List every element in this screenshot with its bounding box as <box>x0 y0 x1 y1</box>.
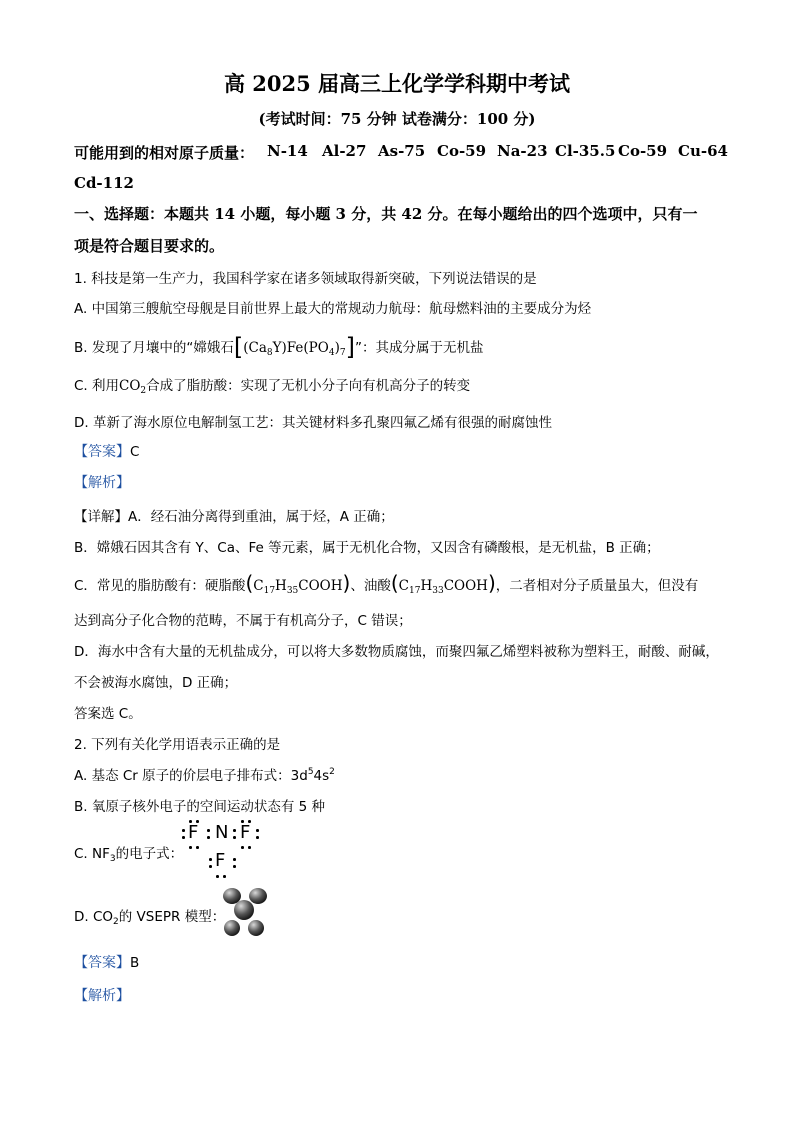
fluorine-atom: F <box>240 822 251 843</box>
mass-item: Co-59 <box>618 142 668 160</box>
lone-pair-lobe <box>249 888 267 904</box>
fluorine-atom: F <box>215 850 226 871</box>
mass-item: As-75 <box>378 142 426 160</box>
mass-item: Na-23 <box>497 142 548 160</box>
vsepr-model-image <box>218 886 274 942</box>
q2-option-c: C. $NF_3$的电子式： <box>74 846 184 864</box>
q1-option-a: A. 中国第三艘航空母舰是目前世界上最大的常规动力航母：航母燃料油的主要成分为烃 <box>74 301 592 317</box>
q1-option-c: C. 利用$CO_2$合成了脂肪酸：实现了无机小分子向有机高分子的转变 <box>74 378 471 396</box>
exam-info: (考试时间：75 分钟 试卷满分：100 分) <box>258 110 536 128</box>
bonded-atom <box>224 920 240 936</box>
q1-detail-c-cont: 达到高分子化合物的范畴，不属于有机高分子，C 错误； <box>74 613 412 629</box>
question-2-stem: 2. 下列有关化学用语表示正确的是 <box>74 737 281 753</box>
q1-option-d: D. 革新了海水原位电解制氢工艺：其关键材料多孔聚四氟乙烯有很强的耐腐蚀性 <box>74 415 552 431</box>
section-heading-cont: 项是符合题目要求的。 <box>74 237 225 255</box>
q1-answer: 【答案】C <box>74 444 140 460</box>
fluorine-atom: F <box>188 822 199 843</box>
q2-option-b: B. 氧原子核外电子的空间运动状态有 5 种 <box>74 799 326 815</box>
q2-option-a: A. 基态 Cr 原子的价层电子排布式：$3d^54s^2$ <box>74 767 335 784</box>
central-atom <box>234 900 254 920</box>
mass-item: Cd-112 <box>74 174 134 192</box>
q1-detail-c: C．常见的脂肪酸有：硬脂酸$(C_{17}H_{35}COOH)$、油酸$(C_{17}H_{33}COOH)$，二者相对分子质量虽大，但没有 <box>74 571 699 596</box>
mass-item: N-14 <box>267 142 308 160</box>
bonded-atom <box>248 920 264 936</box>
mass-item: Al-27 <box>322 142 367 160</box>
page-title: 高 2025 届高三上化学学科期中考试 <box>223 71 571 96</box>
atomic-mass-label: 可能用到的相对原子质量： <box>74 144 255 162</box>
section-heading: 一、选择题：本题共 14 小题，每小题 3 分，共 42 分。在每小题给出的四个选项中，只有一 <box>74 205 698 223</box>
nitrogen-atom: N <box>215 822 229 843</box>
q1-detail-d: D．海水中含有大量的无机盐成分，可以将大多数物质腐蚀，而聚四氟乙烯塑料被称为塑料王，耐酸、耐碱， <box>74 644 719 660</box>
q1-analysis-tag: 【解析】 <box>74 475 130 491</box>
mass-item: Co-59 <box>437 142 487 160</box>
q1-detail-a: 【详解】A．经石油分离得到重油，属于烃，A 正确； <box>74 509 394 525</box>
q2-answer: 【答案】B <box>74 955 140 971</box>
q1-conclusion: 答案选 C。 <box>74 706 142 722</box>
mass-item: Cl-35.5 <box>555 142 616 160</box>
q2-analysis-tag: 【解析】 <box>74 988 130 1004</box>
question-1-stem: 1. 科技是第一生产力，我国科学家在诸多领域取得新突破，下列说法错误的是 <box>74 271 537 287</box>
q2-option-d: D. $CO_2$的 VSEPR 模型： <box>74 909 226 927</box>
nf3-electron-formula <box>178 822 268 878</box>
q1-detail-d-cont: 不会被海水腐蚀，D 正确； <box>74 675 238 691</box>
lone-pair-lobe <box>223 888 241 904</box>
q1-detail-b: B．嫦娥石因其含有 Y、Ca、Fe 等元素，属于无机化合物，又因含有磷酸根，是无机盐，B 正确； <box>74 540 660 556</box>
q1-option-b: B. 发现了月壤中的“嫦娥石$[(Ca_8Y)Fe(PO_4)_7]$”：其成分属于无机盐 <box>74 333 484 361</box>
mass-item: Cu-64 <box>678 142 728 160</box>
